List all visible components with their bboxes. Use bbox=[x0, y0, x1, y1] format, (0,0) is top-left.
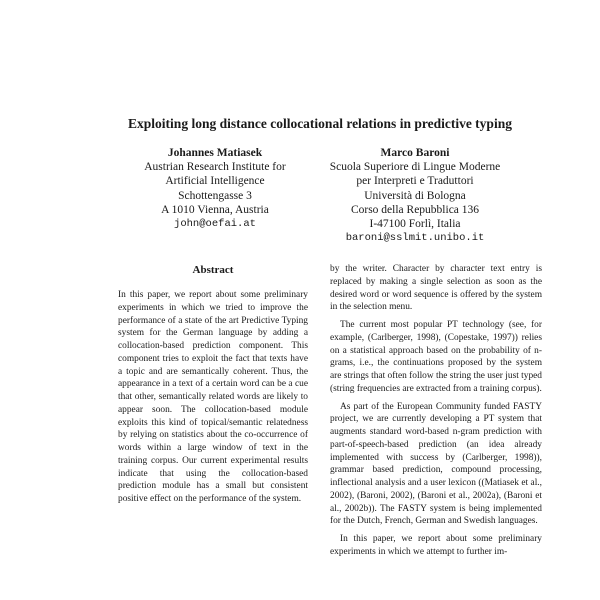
abstract-heading: Abstract bbox=[192, 264, 234, 276]
author-address-line: I-47100 Forlì, Italia bbox=[369, 218, 461, 231]
abstract-column bbox=[118, 289, 308, 506]
author-email: john@oefai.at bbox=[174, 218, 256, 231]
author-affiliation-line: per Interpreti e Traduttori bbox=[356, 175, 474, 188]
author-block-2 bbox=[315, 146, 515, 245]
author-affiliation-line: Artificial Intelligence bbox=[165, 175, 265, 188]
body-paragraph: by the writer. Character by character text entry is replaced by making a single selection as soon as the desired word or word sequence is offered by the system in the selection menu. bbox=[330, 264, 542, 313]
author-address-line: A 1010 Vienna, Austria bbox=[161, 203, 269, 216]
author-affiliation-line: Austrian Research Institute for bbox=[144, 161, 286, 174]
abstract-text: In this paper, we report about some preliminary experiments in which we tried to improve the performance of a state of the art Predictive Typing system for the German language by adding a collocation-based prediction component. This component tries to exploit the fact that texts have a topic and are semantically coherent. Thus, the appearance in a text of a certain word can be a cue that other, semantically related words are likely to appear soon. The collocation-based module exploits this kind of topical/semantic relatedness by relying on statistics about the co-occurrence of words within a large window of text in the training corpus. Our current experimental results indicate that using the collocation-based prediction module has a small but consistent positive effect on the performance of the system. bbox=[118, 290, 308, 504]
author-name: Marco Baroni bbox=[380, 147, 450, 159]
author-affiliation-line: Università di Bologna bbox=[364, 189, 466, 202]
body-paragraph: As part of the European Community funded FASTY project, we are currently developing a PT system that augments standard word-based n-gram prediction with part-of-speech-based prediction (an idea already implemented with success by (Carlberger, 1998)), grammar based prediction, compound processing, inflectional analysis and a user lexicon ((Matiasek et al., 2002), (Baroni, 2002), (Baroni et al., 2002a), (Baroni et al., 2002b)). The FASTY system is being implemented for the Dutch, French, German and Swedish languages. bbox=[330, 401, 542, 527]
author-affiliation-line: Scuola Superiore di Lingue Moderne bbox=[329, 161, 501, 174]
author-address-line: Corso della Repubblica 136 bbox=[350, 203, 480, 216]
author-email: baroni@sslmit.unibo.it bbox=[345, 232, 485, 245]
body-column bbox=[330, 263, 542, 559]
paper-title: Exploiting long distance collocational relations in predictive typing bbox=[128, 116, 512, 131]
body-paragraph: The current most popular PT technology (see, for example, (Carlberger, 1998), (Copestake, 1997)) relies on a statistical approach based on the probability of n-grams, i.e., the continuations proposed by the system are strings that often follow the string the user just typed (string frequencies are extracted from a training corpus). bbox=[330, 320, 542, 394]
author-address-line: Schottengasse 3 bbox=[178, 189, 252, 202]
author-name: Johannes Matiasek bbox=[167, 147, 263, 159]
author-block-1 bbox=[130, 146, 300, 231]
body-paragraph: In this paper, we report about some preliminary experiments in which we attempt to further im- bbox=[330, 534, 542, 557]
